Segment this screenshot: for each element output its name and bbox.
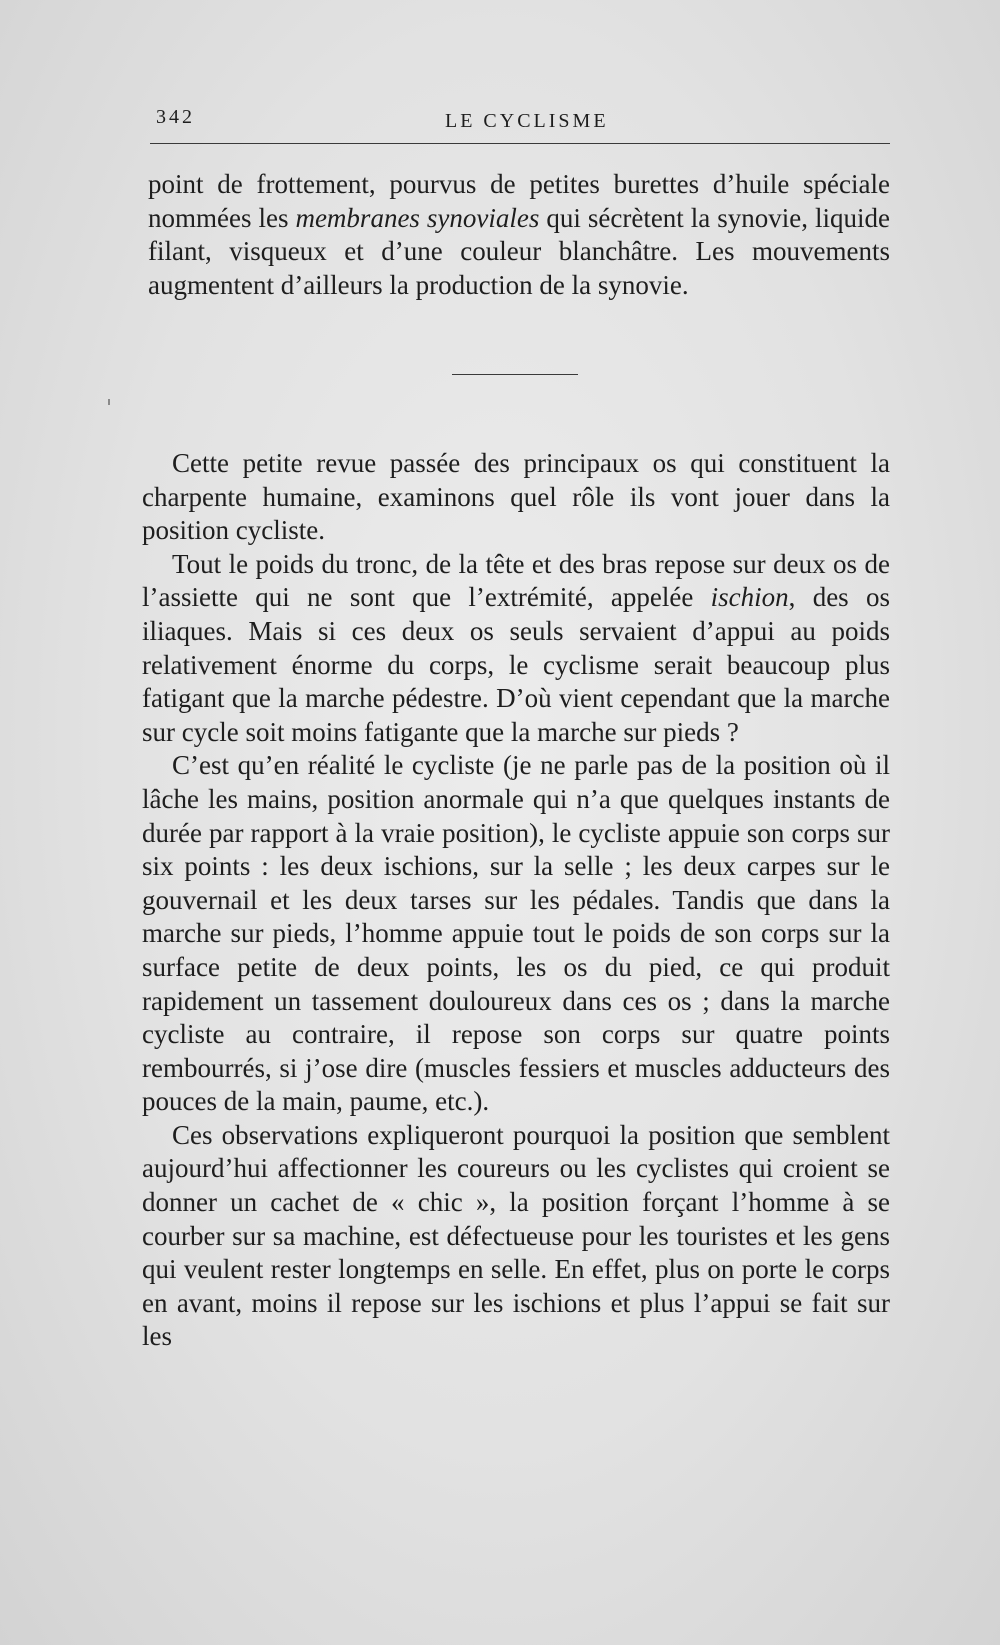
paragraph-synovie-text-1: point de frottement, pourvus de petites burettes d’huile spéciale nommées les [148, 169, 890, 233]
paragraph-poids-text-2: , des os iliaques. Mais si ces deux os seuls servaient d’appui au poids relativement énorme du corps, le cyclisme serait beaucoup plus fatigant que la marche pédestre. D’où vient cependant que la marche sur cycle soit moins fatigante que la marche sur pieds ? [142, 582, 890, 747]
text-block-continuation [148, 168, 890, 302]
section-break-rule [452, 374, 578, 375]
paragraph-poids-text-1: Tout le poids du tronc, de la tête et des bras repose sur deux os de l’assiette qui ne sont que l’extrémité, appelée [142, 548, 890, 613]
paragraph-poids [142, 548, 890, 750]
italic-term-ischion: ischion [710, 582, 789, 613]
paragraph-observations: Ces observations expliqueront pourquoi la position que semblent aujourd’hui affectionner les coureurs ou les cyclistes qui croient se donner un cachet de « chic », la position forçant l’homme à se courber sur sa machine, est défectueuse pour les touristes et les gens qui veulent rester longtemps en selle. En effet, plus on porte le corps en avant, moins il repose sur les ischions et plus l’appui se fait sur les [142, 1119, 890, 1352]
running-title: LE CYCLISME [445, 110, 609, 132]
paragraph-synovie-text-2: qui sécrètent la synovie, liquide filant, visqueux et d’une couleur blanchâtre. Les mouvements augmentent d’ailleurs la production de la synovie. [148, 202, 890, 300]
header-rule [150, 143, 890, 144]
running-head [150, 102, 890, 138]
margin-speck [108, 399, 110, 405]
page-number: 342 [156, 106, 195, 128]
paragraph-realite: C’est qu’en réalité le cycliste (je ne parle pas de la position où il lâche les mains, position anormale qui n’a que quelques instants de durée par rapport à la vraie position), le cycliste appuie son corps sur six points : les deux ischions, sur la selle ; les deux carpes sur le gouvernail et les deux tarses sur les pédales. Tandis que dans la marche sur pieds, l’homme appuie tout le poids de son corps sur la surface petite de deux points, les os du pied, ce qui produit rapidement un tassement douloureux dans ces os ; dans la marche cycliste au contraire, il repose son corps sur quatre points rembourrés, si j’ose dire (muscles fessiers et muscles adducteurs des pouces de la main, paume, etc.). [142, 750, 890, 1117]
paragraph-revue: Cette petite revue passée des principaux os qui constituent la charpente humaine, examinons quel rôle ils vont jouer dans la position cycliste. [142, 448, 890, 546]
paragraph-synovie [148, 168, 890, 302]
italic-term-membranes: membranes synoviales [295, 202, 540, 233]
text-block-main [142, 447, 890, 1354]
